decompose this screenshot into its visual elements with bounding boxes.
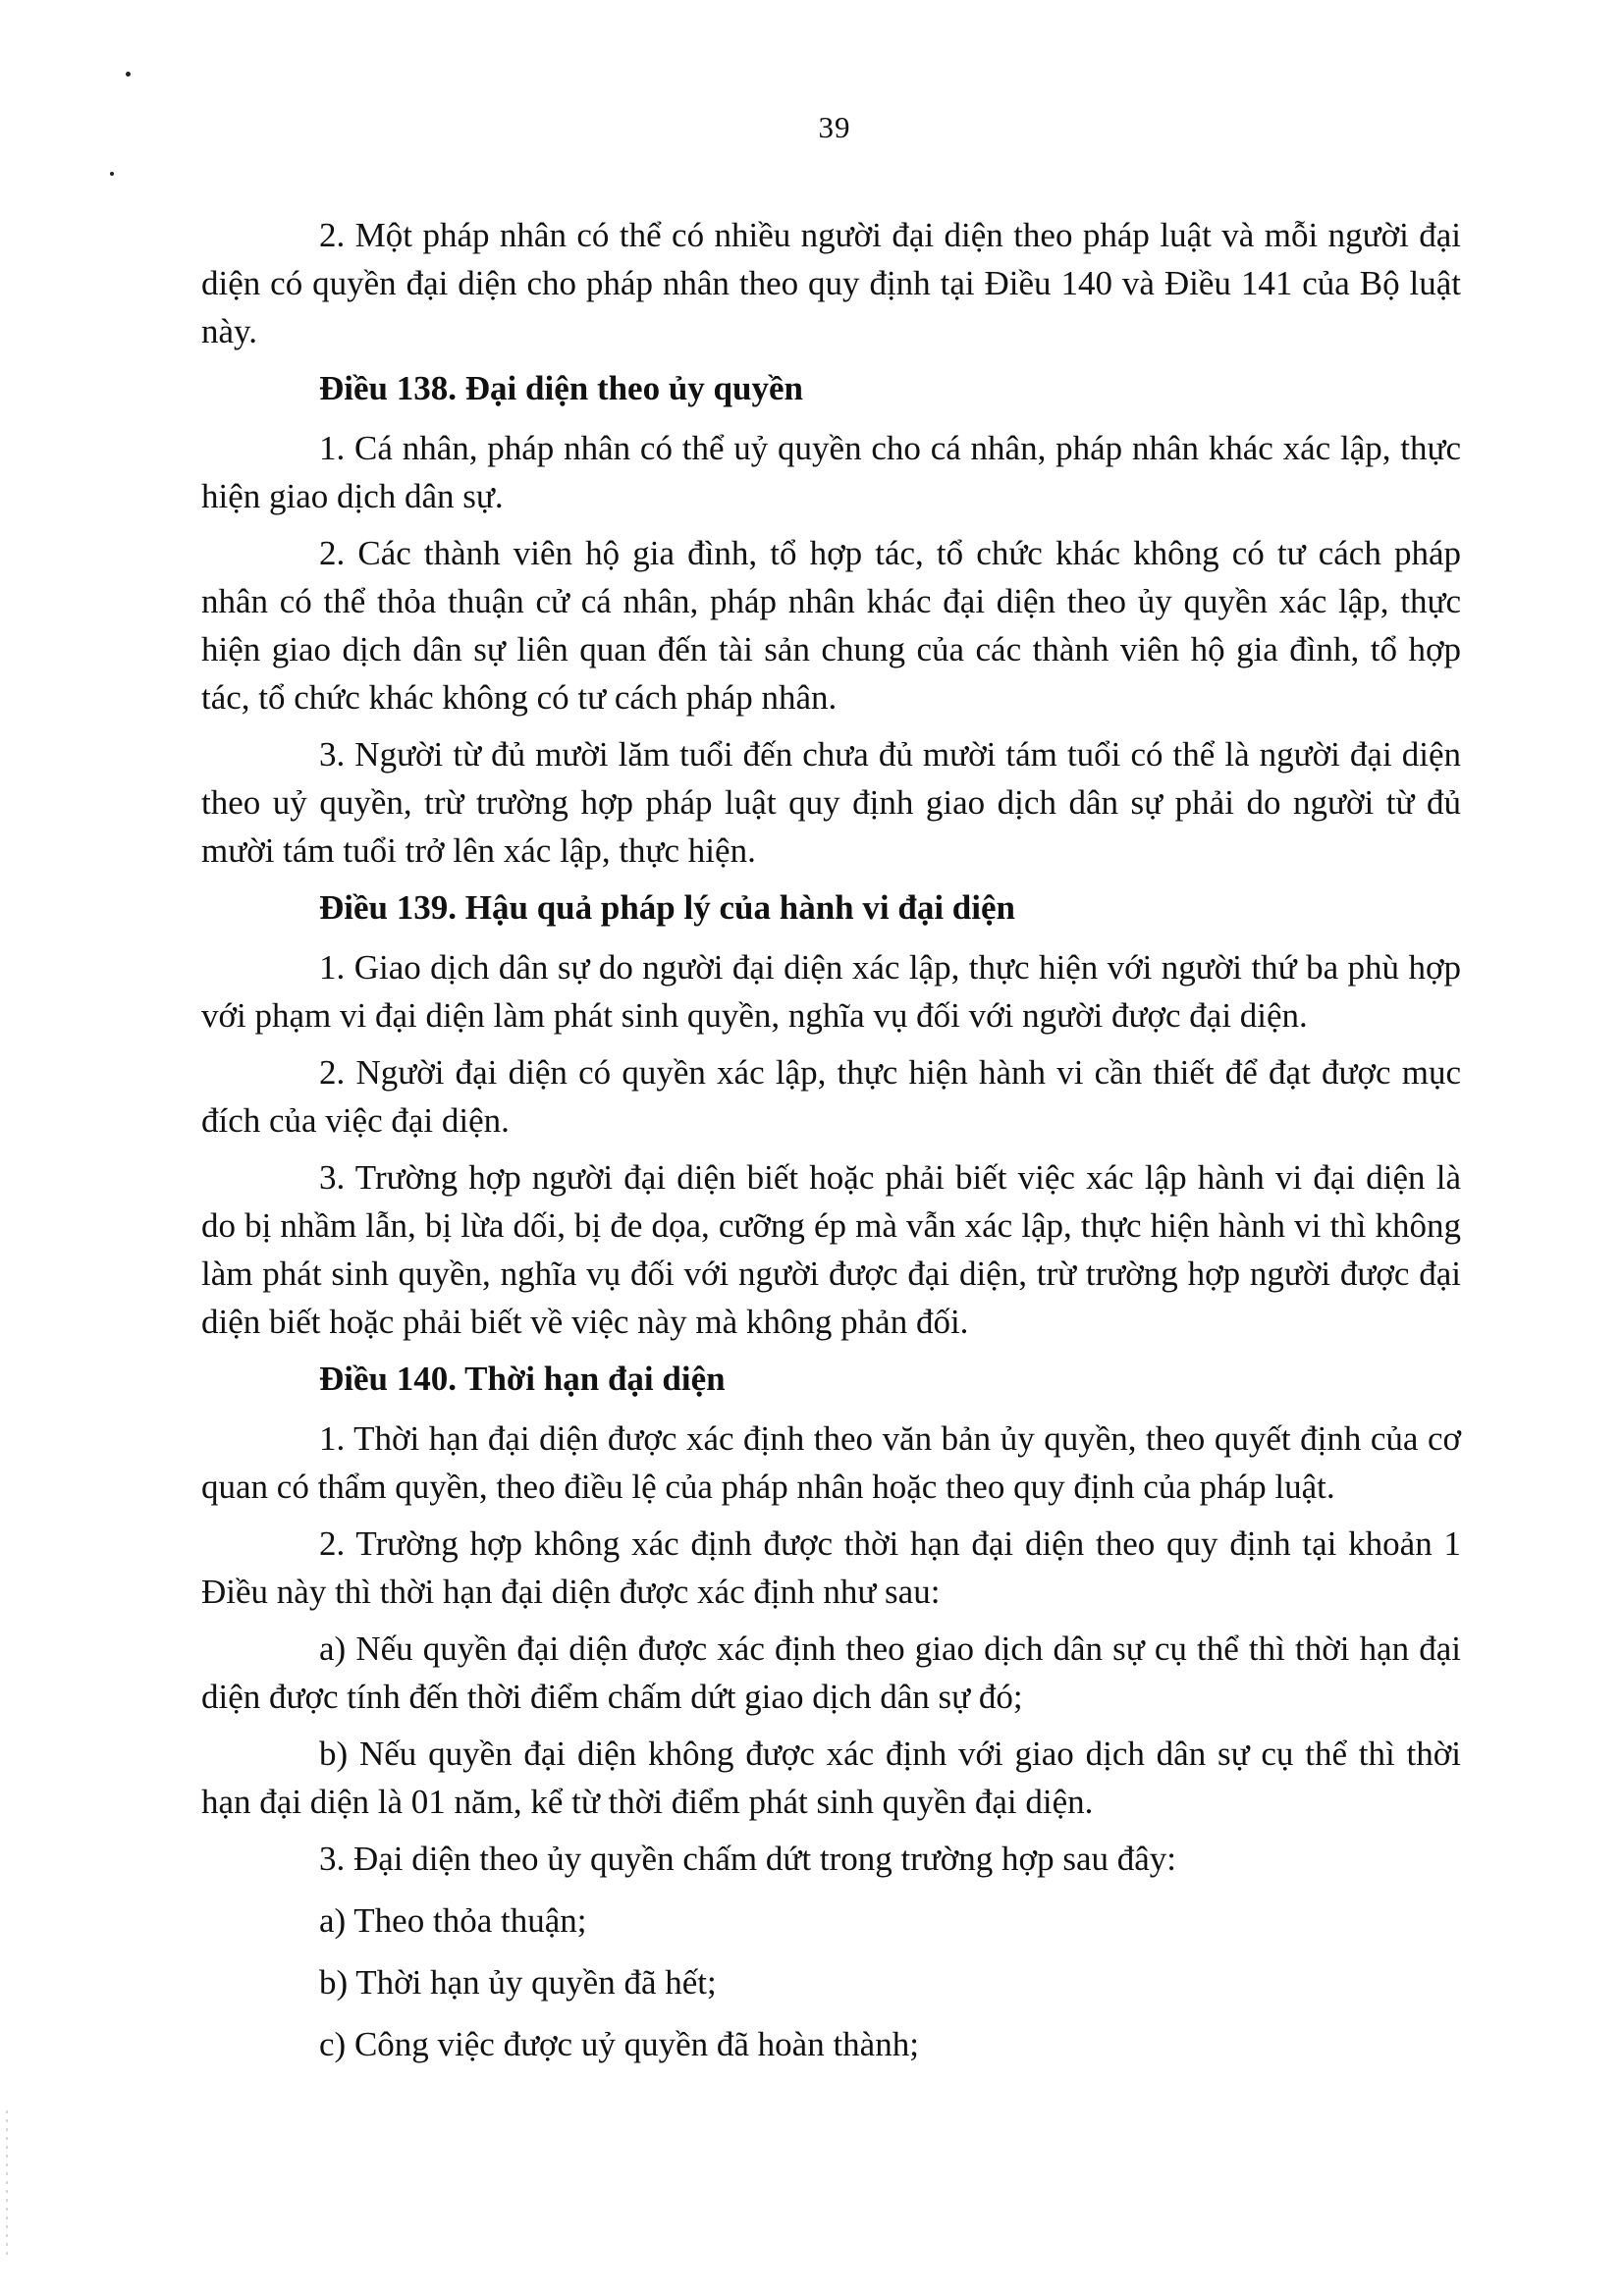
paragraph: 2. Một pháp nhân có thể có nhiều người đại diện theo pháp luật và mỗi người đại diện có quyền đại diện cho pháp nhân theo quy định tại Điều 140 và Điều 141 của Bộ luật này. xyxy=(201,216,1461,350)
document-body xyxy=(201,211,1461,2082)
list-item: c) Công việc được uỷ quyền đã hoàn thành; xyxy=(319,2025,919,2063)
list-item: a) Theo thỏa thuận; xyxy=(319,1901,587,1940)
paragraph: 1. Thời hạn đại diện được xác định theo văn bản ủy quyền, theo quyết định của cơ quan có thẩm quyền, theo điều lệ của pháp nhân hoặc theo quy định của pháp luật. xyxy=(201,1419,1461,1506)
page-number: 39 xyxy=(818,110,851,144)
article-heading: Điều 139. Hậu quả pháp lý của hành vi đại diện xyxy=(319,888,1015,927)
scan-edge-artifact xyxy=(6,2110,8,2258)
paragraph: a) Nếu quyền đại diện được xác định theo giao dịch dân sự cụ thể thì thời hạn đại diện được tính đến thời điểm chấm dứt giao dịch dân sự đó; xyxy=(201,1629,1461,1716)
paragraph: 3. Đại diện theo ủy quyền chấm dứt trong trường hợp sau đây: xyxy=(319,1840,1176,1878)
paragraph: 1. Giao dịch dân sự do người đại diện xác lập, thực hiện với người thứ ba phù hợp với phạm vi đại diện làm phát sinh quyền, nghĩa vụ đối với người được đại diện. xyxy=(201,948,1461,1035)
paragraph: 1. Cá nhân, pháp nhân có thể uỷ quyền cho cá nhân, pháp nhân khác xác lập, thực hiện giao dịch dân sự. xyxy=(201,429,1461,515)
list-item: b) Thời hạn ủy quyền đã hết; xyxy=(319,1963,717,2002)
scan-speck xyxy=(126,72,131,77)
paragraph: 2. Các thành viên hộ gia đình, tổ hợp tác, tổ chức khác không có tư cách pháp nhân có thể thỏa thuận cử cá nhân, pháp nhân khác đại diện theo ủy quyền xác lập, thực hiện giao dịch dân sự liên quan đến tài sản chung của các thành viên hộ gia đình, tổ hợp tác, tổ chức khác không có tư cách pháp nhân. xyxy=(201,534,1461,717)
paragraph: 3. Trường hợp người đại diện biết hoặc phải biết việc xác lập hành vi đại diện là do bị nhầm lẫn, bị lừa dối, bị đe dọa, cưỡng ép mà vẫn xác lập, thực hiện hành vi thì không làm phát sinh quyền, nghĩa vụ đối với người được đại diện, trừ trường hợp người được đại diện biết hoặc phải biết về việc này mà không phản đối. xyxy=(201,1158,1461,1341)
paragraph: 2. Trường hợp không xác định được thời hạn đại diện theo quy định tại khoản 1 Điều này thì thời hạn đại diện được xác định như sau: xyxy=(201,1524,1461,1611)
article-heading: Điều 140. Thời hạn đại diện xyxy=(319,1360,726,1398)
scan-speck xyxy=(110,172,114,176)
paragraph: 3. Người từ đủ mười lăm tuổi đến chưa đủ mười tám tuổi có thể là người đại diện theo uỷ quyền, trừ trường hợp pháp luật quy định giao dịch dân sự phải do người từ đủ mười tám tuổi trở lên xác lập, thực hiện. xyxy=(201,735,1461,870)
paragraph: b) Nếu quyền đại diện không được xác định với giao dịch dân sự cụ thể thì thời hạn đại diện là 01 năm, kể từ thời điểm phát sinh quyền đại diện. xyxy=(201,1735,1461,1821)
article-heading: Điều 138. Đại diện theo ủy quyền xyxy=(319,369,803,407)
paragraph: 2. Người đại diện có quyền xác lập, thực hiện hành vi cần thiết để đạt được mục đích của việc đại diện. xyxy=(201,1053,1461,1140)
